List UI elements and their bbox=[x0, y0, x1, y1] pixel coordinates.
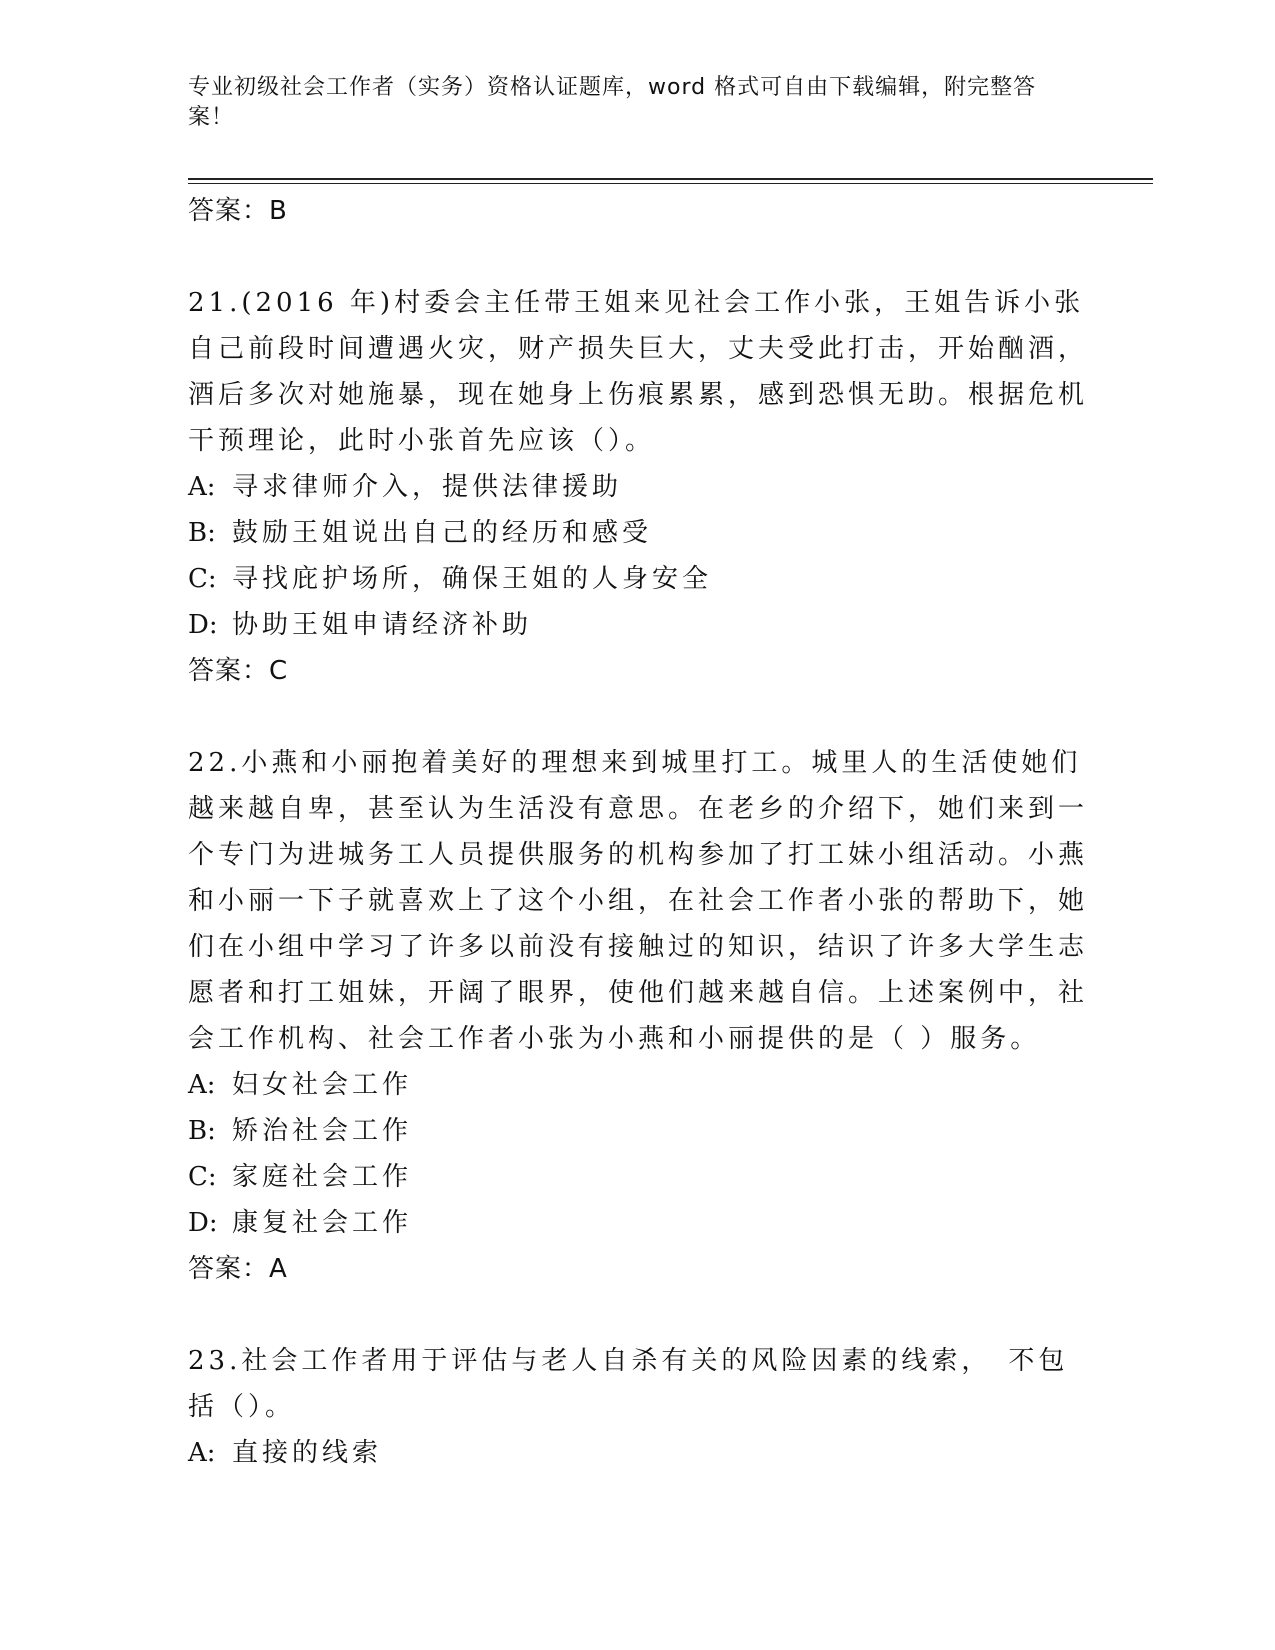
answer-label: 答案：B bbox=[188, 196, 288, 226]
header-divider-thin bbox=[188, 183, 1153, 184]
option-text: 协助王姐申请经济补助 bbox=[232, 610, 533, 640]
block-spacer bbox=[188, 1292, 1088, 1338]
option-text: 康复社会工作 bbox=[232, 1208, 413, 1238]
option-key: D: bbox=[188, 610, 218, 640]
option-key: C: bbox=[188, 564, 217, 594]
option-key: A: bbox=[188, 1070, 216, 1100]
answer-option bbox=[188, 1108, 1088, 1154]
question-text: 23.社会工作者用于评估与老人自杀有关的风险因素的线索， 不包括（）。 bbox=[188, 1346, 1069, 1422]
question-block bbox=[188, 740, 1088, 1292]
page-header: 专业初级社会工作者（实务）资格认证题库，word 格式可自由下载编辑，附完整答案！ bbox=[188, 75, 1037, 130]
question-block bbox=[188, 1338, 1088, 1476]
question-block bbox=[188, 280, 1088, 694]
question-text: 21.(2016 年)村委会主任带王姐来见社会工作小张，王姐告诉小张自己前段时间遭遇火灾，财产损失巨大，丈夫受此打击，开始酗酒，酒后多次对她施暴，现在她身上伤痕累累，感到恐惧无助。根据危机干预理论，此时小张首先应该（）。 bbox=[188, 288, 1089, 456]
answer-option bbox=[188, 556, 1088, 602]
option-key: C: bbox=[188, 1162, 217, 1192]
question-list bbox=[188, 188, 1088, 1476]
answer-option bbox=[188, 1430, 1088, 1476]
option-key: B: bbox=[188, 1116, 216, 1146]
option-key: A: bbox=[188, 1438, 216, 1468]
option-key: D: bbox=[188, 1208, 218, 1238]
answer-option bbox=[188, 510, 1088, 556]
answer-label: 答案：A bbox=[188, 1254, 288, 1284]
answer-option bbox=[188, 1154, 1088, 1200]
answer-option bbox=[188, 1200, 1088, 1246]
option-key: A: bbox=[188, 472, 216, 502]
option-text: 鼓励王姐说出自己的经历和感受 bbox=[232, 518, 653, 548]
option-text: 直接的线索 bbox=[232, 1438, 383, 1468]
answer-label: 答案：C bbox=[188, 656, 289, 686]
option-text: 妇女社会工作 bbox=[232, 1070, 413, 1100]
option-key: B: bbox=[188, 518, 216, 548]
option-text: 矫治社会工作 bbox=[232, 1116, 413, 1146]
answer-option bbox=[188, 1062, 1088, 1108]
answer-option bbox=[188, 464, 1088, 510]
header-divider bbox=[188, 178, 1153, 180]
option-text: 家庭社会工作 bbox=[232, 1162, 413, 1192]
option-text: 寻求律师介入，提供法律援助 bbox=[232, 472, 623, 502]
question-text: 22.小燕和小丽抱着美好的理想来到城里打工。城里人的生活使她们越来越自卑，甚至认为生活没有意思。在老乡的介绍下，她们来到一个专门为进城务工人员提供服务的机构参加了打工妹小组活动。小燕和小丽一下子就喜欢上了这个小组，在社会工作者小张的帮助下，她们在小组中学习了许多以前没有接触过的知识，结识了许多大学生志愿者和打工姐妹，开阔了眼界，使他们越来越自信。上述案例中，社会工作机构、社会工作者小张为小燕和小丽提供的是（ ）服务。 bbox=[188, 748, 1089, 1054]
answer-option bbox=[188, 602, 1088, 648]
block-spacer bbox=[188, 234, 1088, 280]
block-spacer bbox=[188, 694, 1088, 740]
option-text: 寻找庇护场所，确保王姐的人身安全 bbox=[232, 564, 713, 594]
